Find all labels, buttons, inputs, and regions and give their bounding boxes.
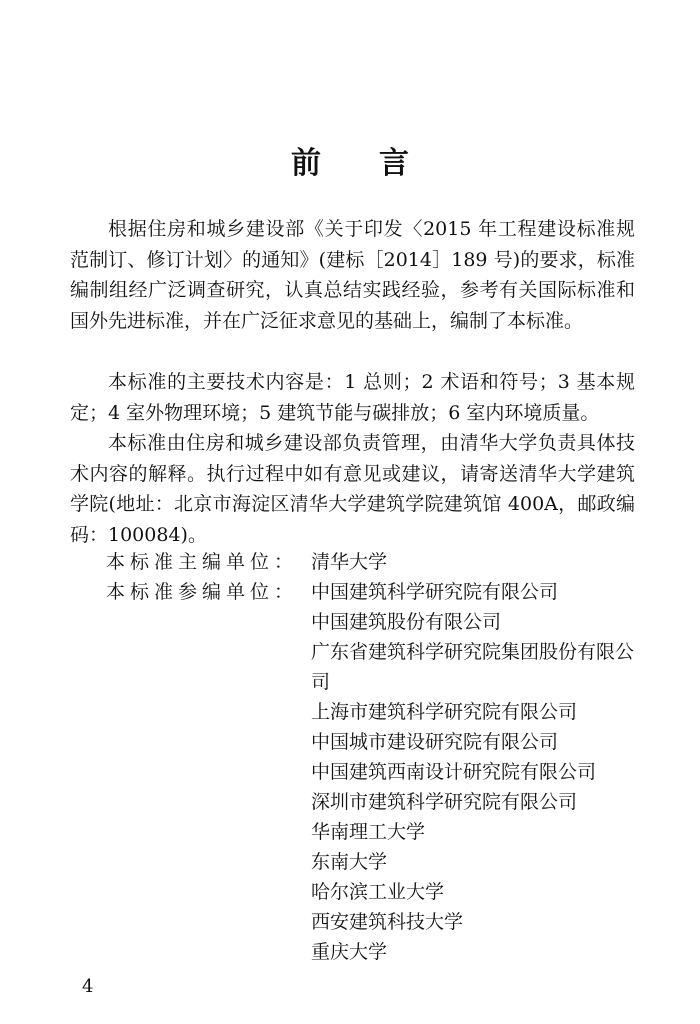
chief-unit-name: 清华大学 (311, 551, 388, 573)
paragraph-background: 根据住房和城乡建设部《关于印发〈2015 年工程建设标准规范制订、修订计划〉的通知》(建标［2014］189 号)的要求，标准编制组经广泛调查研究，认真总结实践经验，参考有关国际标准和国外先进标准，并在广泛征求意见的基础上，编制了本标准。 (70, 218, 635, 332)
page-title (0, 138, 700, 182)
participating-unit: 华南理工大学 (311, 821, 426, 843)
participating-unit: 西安建筑科技大学 (311, 911, 464, 933)
chief-unit-label: 本标准主编单位： (106, 551, 299, 573)
paragraph-contents: 本标准的主要技术内容是：1 总则；2 术语和符号；3 基本规定；4 室外物理环境；5 建筑节能与碳排放；6 室内环境质量。 (70, 371, 635, 424)
participating-unit: 中国城市建设研究院有限公司 (311, 731, 559, 753)
participating-unit: 中国建筑科学研究院有限公司 (311, 581, 559, 603)
participating-unit: 东南大学 (311, 851, 388, 873)
participating-units-label: 本标准参编单位： (106, 581, 299, 603)
participating-unit: 中国建筑股份有限公司 (311, 611, 502, 633)
participating-units-list (311, 577, 641, 967)
participating-unit: 深圳市建筑科学研究院有限公司 (311, 791, 578, 813)
participating-unit: 广东省建筑科学研究院集团股份有限公司 (311, 641, 635, 693)
title-char-2: 言 (379, 146, 409, 181)
title-char-1: 前 (291, 146, 321, 181)
page-number: 4 (82, 976, 94, 997)
participating-unit: 哈尔滨工业大学 (311, 881, 445, 903)
paragraph-management: 本标准由住房和城乡建设部负责管理，由清华大学负责具体技术内容的解释。执行过程中如有意见或建议，请寄送清华大学建筑学院(地址：北京市海淀区清华大学建筑学院建筑馆 400A，邮政编码：100084)。 (70, 432, 635, 546)
participating-unit: 中国建筑西南设计研究院有限公司 (311, 761, 597, 783)
participating-unit: 上海市建筑科学研究院有限公司 (311, 701, 578, 723)
participating-unit: 重庆大学 (311, 941, 388, 963)
